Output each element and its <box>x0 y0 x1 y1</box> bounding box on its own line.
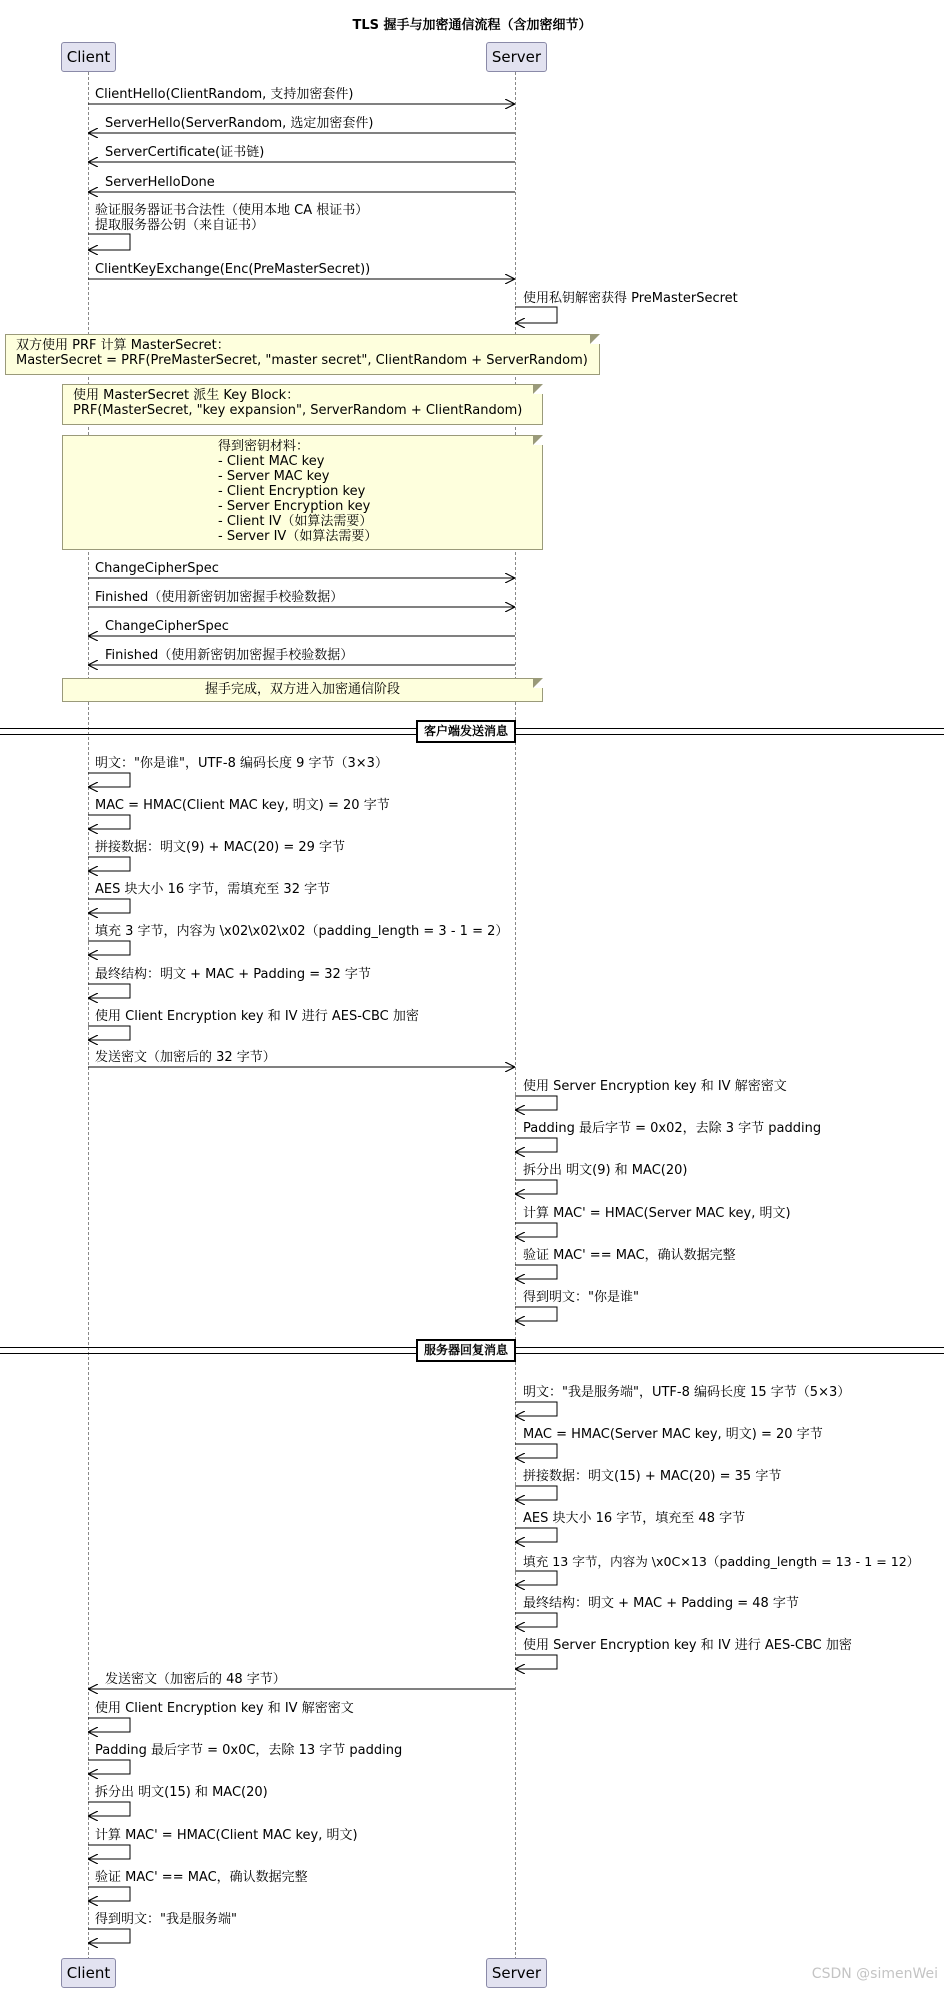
loop-client-recv-1 <box>88 1718 130 1732</box>
client-recv-step-2: Padding 最后字节 = 0x0C，去除 13 字节 padding <box>95 1743 403 1758</box>
loop-server-step-3 <box>515 1486 557 1500</box>
server-recv-step-4: 计算 MAC' = HMAC(Server MAC key, 明文) <box>523 1206 791 1221</box>
loop-server-recv-5 <box>515 1265 557 1279</box>
diagram-title: TLS 握手与加密通信流程（含加密细节） <box>352 18 592 33</box>
server-reply-step-6: 最终结构：明文 + MAC + Padding = 48 字节 <box>523 1596 799 1611</box>
loop-client-recv-3 <box>88 1802 130 1816</box>
loop-server-recv-6 <box>515 1307 557 1321</box>
msg-server-certificate: ServerCertificate(证书链) <box>105 145 265 160</box>
msg-client-key-exchange: ClientKeyExchange(Enc(PreMasterSecret)) <box>95 262 371 277</box>
loop-server-decrypt-pms <box>515 307 557 323</box>
msg-client-finished: Finished（使用新密钥加密握手校验数据） <box>95 590 344 605</box>
note-key-block: 使用 MasterSecret 派生 Key Block： PRF(MasterSecret, "key expansion", ServerRandom + ClientRandom) <box>62 384 543 425</box>
server-reply-step-7: 使用 Server Encryption key 和 IV 进行 AES-CBC 加密 <box>523 1638 852 1653</box>
divider-client-send-label: 客户端发送消息 <box>416 720 516 743</box>
server-participant-bottom: Server <box>486 1958 547 1988</box>
watermark: CSDN @simenWei <box>811 1966 938 1982</box>
loop-server-recv-1 <box>515 1096 557 1110</box>
loop-server-recv-4 <box>515 1223 557 1237</box>
msg-verify-cert: 验证服务器证书合法性（使用本地 CA 根证书） 提取服务器公钥（来自证书） <box>95 203 369 233</box>
server-participant-top: Server <box>486 42 547 72</box>
client-participant-top: Client <box>61 42 116 72</box>
loop-server-step-4 <box>515 1528 557 1542</box>
server-recv-step-3: 拆分出 明文(9) 和 MAC(20) <box>523 1163 688 1178</box>
loop-server-recv-2 <box>515 1138 557 1152</box>
note-key-material: 得到密钥材料： - Client MAC key - Server MAC key - Client Encryption key - Server Encryption key - Client IV（如算法需要） - Server IV（如算法需要） <box>62 435 543 550</box>
server-reply-step-2: MAC = HMAC(Server MAC key, 明文) = 20 字节 <box>523 1427 823 1442</box>
note-handshake-done: 握手完成，双方进入加密通信阶段 <box>62 678 543 702</box>
client-send-step-2: MAC = HMAC(Client MAC key, 明文) = 20 字节 <box>95 798 390 813</box>
server-reply-step-4: AES 块大小 16 字节，填充至 48 字节 <box>523 1511 746 1526</box>
loop-client-step-3 <box>88 857 130 871</box>
msg-client-hello: ClientHello(ClientRandom, 支持加密套件) <box>95 87 354 102</box>
loop-server-step-1 <box>515 1402 557 1416</box>
client-send-step-3: 拼接数据：明文(9) + MAC(20) = 29 字节 <box>95 840 346 855</box>
client-send-step-6: 最终结构：明文 + MAC + Padding = 32 字节 <box>95 967 371 982</box>
server-recv-step-2: Padding 最后字节 = 0x02，去除 3 字节 padding <box>523 1121 822 1136</box>
client-recv-step-3: 拆分出 明文(15) 和 MAC(20) <box>95 1785 268 1800</box>
client-recv-step-5: 验证 MAC' == MAC，确认数据完整 <box>95 1870 308 1885</box>
loop-verify-cert <box>88 234 130 250</box>
server-reply-step-1: 明文："我是服务端"，UTF-8 编码长度 15 字节（5×3） <box>523 1385 851 1400</box>
server-reply-step-5: 填充 13 字节，内容为 \x0C×13（padding_length = 13 - 1 = 12） <box>523 1554 920 1569</box>
loop-client-step-6 <box>88 984 130 998</box>
client-participant-bottom: Client <box>61 1958 116 1988</box>
divider-server-reply-label: 服务器回复消息 <box>416 1339 516 1362</box>
msg-server-finished: Finished（使用新密钥加密握手校验数据） <box>105 648 354 663</box>
client-send-step-4: AES 块大小 16 字节，需填充至 32 字节 <box>95 882 331 897</box>
msg-client-change-cipher: ChangeCipherSpec <box>95 561 219 576</box>
loop-server-step-6 <box>515 1613 557 1627</box>
server-recv-step-1: 使用 Server Encryption key 和 IV 解密密文 <box>523 1079 787 1094</box>
msg-server-change-cipher: ChangeCipherSpec <box>105 619 229 634</box>
client-recv-step-6: 得到明文："我是服务端" <box>95 1912 237 1927</box>
server-recv-step-5: 验证 MAC' == MAC，确认数据完整 <box>523 1248 736 1263</box>
loop-client-recv-6 <box>88 1929 130 1943</box>
loop-client-recv-2 <box>88 1760 130 1774</box>
loop-client-recv-5 <box>88 1887 130 1901</box>
client-send-step-1: 明文："你是谁"，UTF-8 编码长度 9 字节（3×3） <box>95 756 388 771</box>
server-reply-ciphertext: 发送密文（加密后的 48 字节） <box>105 1672 286 1687</box>
msg-server-hello-done: ServerHelloDone <box>105 175 215 190</box>
client-send-step-7: 使用 Client Encryption key 和 IV 进行 AES-CBC 加密 <box>95 1009 419 1024</box>
client-recv-step-1: 使用 Client Encryption key 和 IV 解密密文 <box>95 1701 354 1716</box>
loop-server-step-7 <box>515 1655 557 1669</box>
client-send-step-5: 填充 3 字节，内容为 \x02\x02\x02（padding_length = 3 - 1 = 2） <box>95 924 509 939</box>
client-send-ciphertext: 发送密文（加密后的 32 字节） <box>95 1050 276 1065</box>
client-recv-step-4: 计算 MAC' = HMAC(Client MAC key, 明文) <box>95 1828 358 1843</box>
msg-server-decrypt-pms: 使用私钥解密获得 PreMasterSecret <box>523 291 738 306</box>
loop-server-step-5 <box>515 1571 557 1585</box>
server-reply-step-3: 拼接数据：明文(15) + MAC(20) = 35 字节 <box>523 1469 782 1484</box>
loop-server-step-2 <box>515 1444 557 1458</box>
loop-client-step-1 <box>88 773 130 787</box>
loop-client-step-7 <box>88 1026 130 1040</box>
loop-client-step-4 <box>88 899 130 913</box>
loop-client-recv-4 <box>88 1845 130 1859</box>
msg-server-hello: ServerHello(ServerRandom, 选定加密套件) <box>105 116 374 131</box>
loop-client-step-2 <box>88 815 130 829</box>
server-recv-step-6: 得到明文："你是谁" <box>523 1290 639 1305</box>
loop-client-step-5 <box>88 941 130 955</box>
note-master-secret: 双方使用 PRF 计算 MasterSecret： MasterSecret = PRF(PreMasterSecret, "master secret", ClientRandom + ServerRandom) <box>5 334 600 375</box>
loop-server-recv-3 <box>515 1180 557 1194</box>
